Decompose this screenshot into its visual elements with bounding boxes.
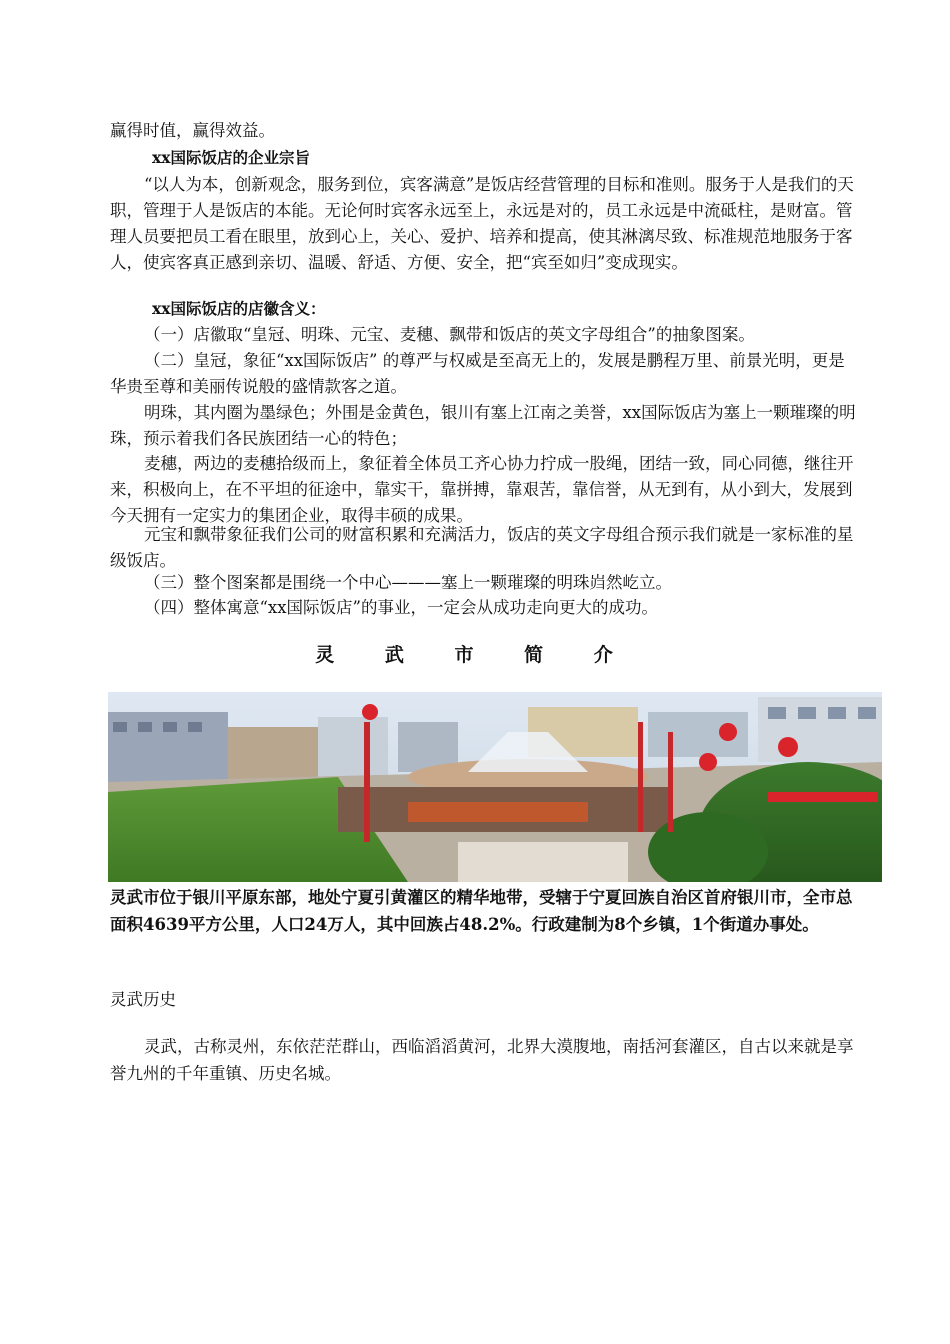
city-intro: 灵武市位于银川平原东部，地处宁夏引黄灌区的精华地带，受辖于宁夏回族自治区首府银川市，全市总面积4639平方公里，人口24万人，其中回族占48.2%。行政建制为8个乡镇，1个街道办事处。 [110, 888, 853, 934]
emblem-item-pearl: 明珠，其内圈为墨绿色；外围是金黄色，银川有塞上江南之美誉，xx国际饭店为塞上一颗璀璨的明珠，预示着我们各民族团结一心的特色； [110, 403, 856, 448]
emblem-heading: xx国际饭店的店徽含义： [152, 299, 326, 318]
emblem-item-3: （三）整个图案都是围绕一个中心———塞上一颗璀璨的明珠岿然屹立。 [144, 573, 672, 592]
section-title: 灵 武 市 简 介 [315, 644, 635, 666]
emblem-item-4: （四）整体寓意“xx国际饭店”的事业，一定会从成功走向更大的成功。 [144, 598, 658, 617]
history-paragraph: 灵武，古称灵州，东依茫茫群山，西临滔滔黄河，北界大漠腹地，南括河套灌区，自古以来就是享誉九州的千年重镇、历史名城。 [110, 1037, 854, 1083]
continuation-text: 赢得时值，赢得效益。 [110, 121, 275, 140]
purpose-paragraph: “以人为本，创新观念，服务到位，宾客满意”是饭店经营管理的目标和准则。服务于人是我们的天职，管理于人是饭店的本能。无论何时宾客永远至上，永远是对的，员工永远是中流砥柱，是财富。管理人员要把员工看在眼里，放到心上，关心、爱护、培养和提高，使其淋漓尽致、标准规范地服务于客人，使宾客真正感到亲切、温暖、舒适、方便、安全，把“宾至如归”变成现实。 [110, 175, 854, 272]
purpose-heading: xx国际饭店的企业宗旨 [152, 148, 310, 167]
emblem-item-ingot: 元宝和飘带象征我们公司的财富积累和充满活力，饭店的英文字母组合预示我们就是一家标准的星级饭店。 [110, 525, 854, 570]
city-square-photo [108, 692, 882, 882]
emblem-item-1: （一）店徽取“皇冠、明珠、元宝、麦穗、飘带和饭店的英文字母组合”的抽象图案。 [144, 325, 755, 344]
emblem-item-wheat: 麦穗，两边的麦穗拾级而上，象征着全体员工齐心协力拧成一股绳，团结一致，同心同德，继往开来，积极向上，在不平坦的征途中，靠实干，靠拼搏，靠艰苦，靠信誉，从无到有，从小到大，发展到今天拥有一定实力的集团企业，取得丰硕的成果。 [110, 454, 854, 525]
emblem-item-2: （二）皇冠，象征“xx国际饭店” 的尊严与权威是至高无上的，发展是鹏程万里、前景光明，更是华贵至尊和美丽传说般的盛情款客之道。 [110, 351, 845, 396]
history-heading: 灵武历史 [110, 990, 176, 1009]
